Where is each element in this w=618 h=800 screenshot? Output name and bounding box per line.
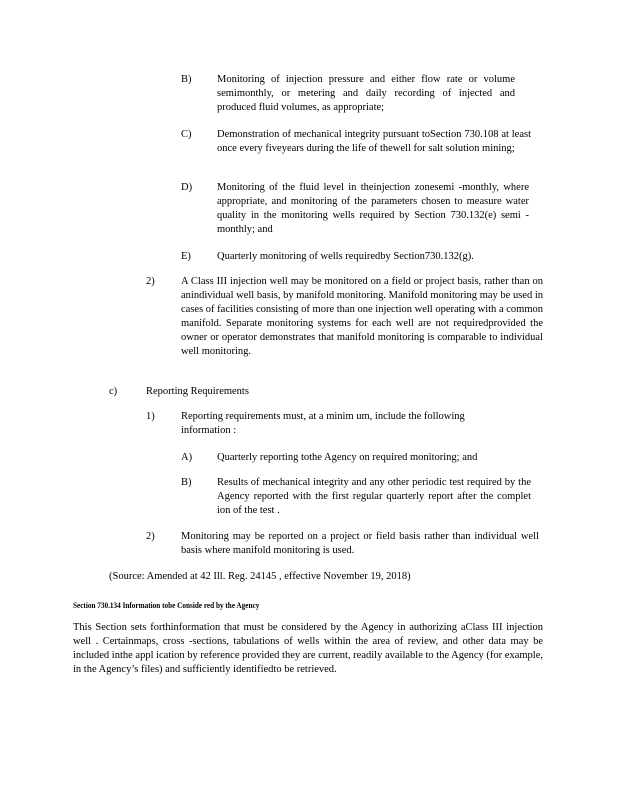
item-text-b: Monitoring of injection pressure and either flow rate or volume semimonthly, or metering and daily recording of injected and produced fluid volumes, as appropriate; — [217, 74, 515, 113]
reporting-label-2: 2) — [146, 531, 155, 542]
reporting-text-a: Quarterly reporting tothe Agency on required monitoring; and — [217, 452, 478, 463]
item-text-d: Monitoring of the fluid level in theinjection zonesemi -monthly, where appropriate, and monitoring of the parameters chosen to measure water quality in the monitoring wells required by Section 730.132(e) semi -monthly; and — [217, 182, 529, 235]
reporting-label-a: A) — [181, 452, 193, 463]
reporting-label-1: 1) — [146, 411, 155, 422]
subsection-label-c: c) — [109, 386, 118, 397]
section-body: This Section sets forthinformation that must be considered by the Agency in authorizing aClass III injection well . Certainmaps, cross -sections, tabulations of wells within the area of review, and other data may be included inthe appl ication by reference provided they are current, readily available to the Agency (for example, in the Agency’s files) and sufficiently identifiedto be retrieved. — [73, 622, 543, 675]
item-text-e: Quarterly monitoring of wells requiredby Section730.132(g). — [217, 251, 474, 262]
item-label-e: E) — [181, 251, 191, 262]
reporting-text-1: Reporting requirements must, at a minim um, include the following information : — [181, 411, 465, 436]
section-heading: Section 730.134 Information tobe Conside red by the Agency — [73, 600, 260, 610]
source-note: (Source: Amended at 42 Ill. Reg. 24145 , effective November 19, 2018) — [109, 571, 411, 582]
reporting-text-b: Results of mechanical integrity and any other periodic test required by the Agency reported with the first regular quarterly report after the complet ion of the test . — [217, 477, 531, 516]
reporting-label-b: B) — [181, 477, 192, 488]
item-label-c: C) — [181, 129, 192, 140]
item-text-c: Demonstration of mechanical integrity pursuant toSection 730.108 at least once every fiveyears during the life of thewell for salt solution mining; — [217, 129, 531, 154]
item-label-2: 2) — [146, 276, 155, 287]
reporting-text-2: Monitoring may be reported on a project or field basis rather than individual well basis where manifold monitoring is used. — [181, 531, 539, 556]
item-label-b: B) — [181, 74, 192, 85]
item-label-d: D) — [181, 182, 193, 193]
subsection-heading-reporting: Reporting Requirements — [146, 386, 249, 397]
item-text-2: A Class III injection well may be monitored on a field or project basis, rather than on anindividual well basis, by manifold monitoring. Manifold monitoring may be used in cases of facilities consisting of more than one injection well operating with a common manifold. Separate monitoring systems for each well are not requiredprovided the owner or operator demonstrates that manifold monitoring is comparable to individual well monitoring. — [181, 276, 543, 357]
